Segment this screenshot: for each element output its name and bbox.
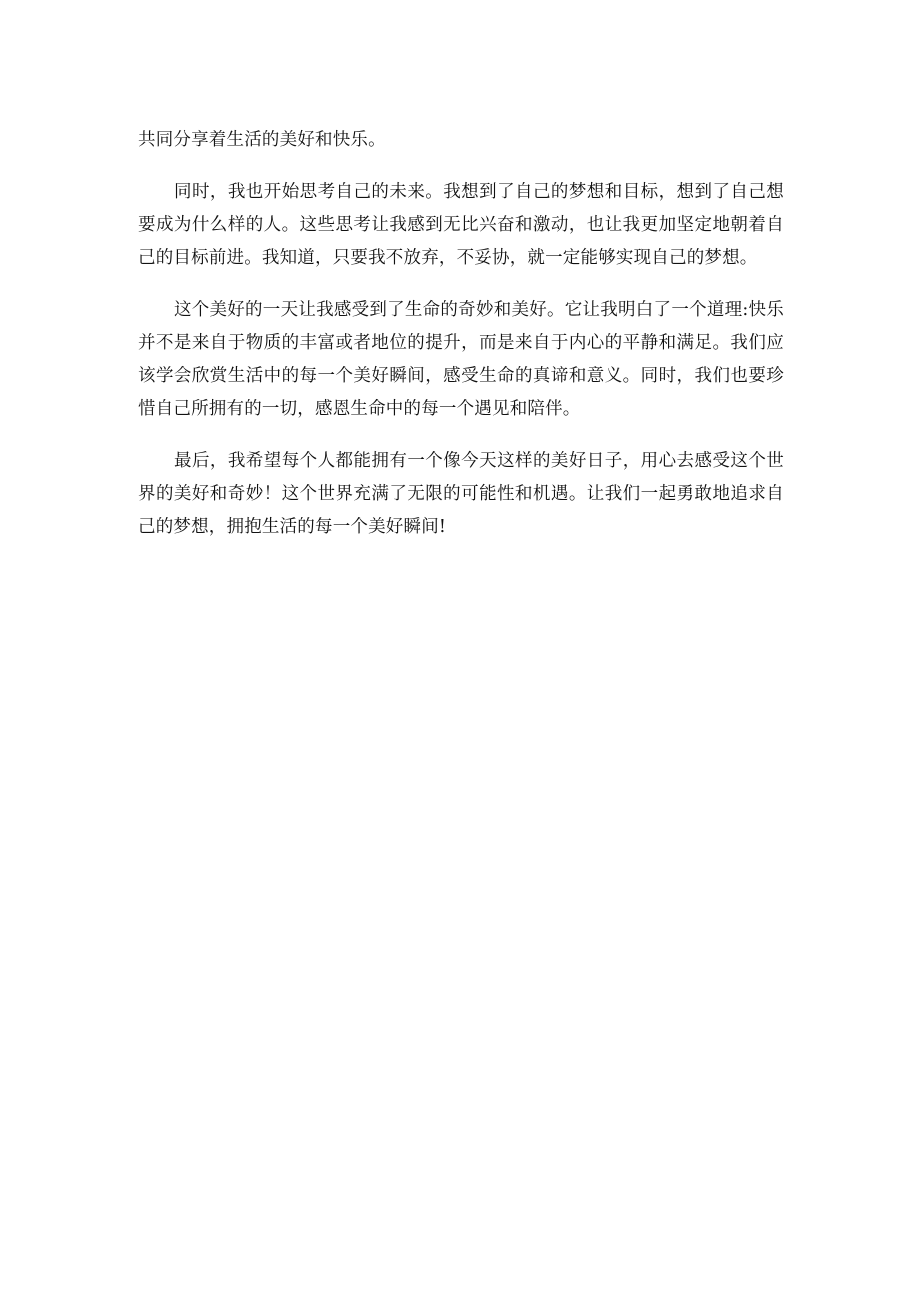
paragraph-future-dreams: 同时，我也开始思考自己的未来。我想到了自己的梦想和目标，想到了自己想要成为什么样的人。这些思考让我感到无比兴奋和激动，也让我更加坚定地朝着自己的目标前进。我知道，只要我不放弃，不妥协，就一定能够实现自己的梦想。 xyxy=(138,182,784,268)
paragraph-continuation: 共同分享着生活的美好和快乐。 xyxy=(138,130,386,150)
document-body xyxy=(138,124,784,544)
paragraph-closing-wish: 最后，我希望每个人都能拥有一个像今天这样的美好日子，用心去感受这个世界的美好和奇妙！这个世界充满了无限的可能性和机遇。让我们一起勇敢地追求自己的梦想，拥抱生活的每一个美好瞬间! xyxy=(138,451,784,537)
paragraph-life-reflection: 这个美好的一天让我感受到了生命的奇妙和美好。它让我明白了一个道理:快乐并不是来自于物质的丰富或者地位的提升，而是来自于内心的平静和满足。我们应该学会欣赏生活中的每一个美好瞬间，感受生命的真谛和意义。同时，我们也要珍惜自己所拥有的一切，感恩生命中的每一个遇见和陪伴。 xyxy=(138,300,784,419)
